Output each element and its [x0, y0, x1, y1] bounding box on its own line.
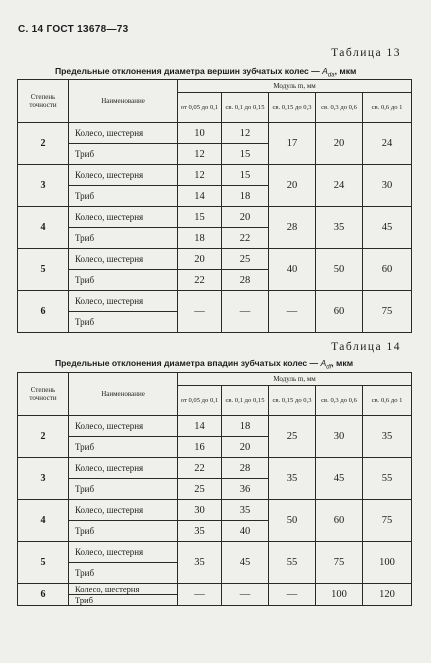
degree-cell: 6: [18, 291, 69, 333]
value-cell: 12: [178, 165, 222, 186]
value-cell: 30: [178, 500, 222, 521]
value-cell: 100: [316, 584, 363, 606]
value-cell: 17: [269, 123, 316, 165]
table-14-title: Предельные отклонения диаметра впадин зубчатых колес — $A_{df}$, мкм: [55, 358, 354, 371]
degree-cell: 4: [18, 207, 69, 249]
name-cell: Колесо, шестерня: [69, 249, 178, 270]
value-cell: 25: [178, 479, 222, 500]
name-cell: Триб: [69, 437, 178, 458]
name-cell: Колесо, шестерня: [69, 458, 178, 479]
value-cell: 14: [178, 186, 222, 207]
module-header: Модуль m, мм: [178, 80, 412, 93]
name-cell: Триб: [69, 228, 178, 249]
value-cell: 36: [222, 479, 269, 500]
col-header-name: Наименование: [69, 80, 178, 123]
value-cell: 20: [222, 207, 269, 228]
table-13-label: Таблица 13: [331, 47, 401, 59]
value-cell: —: [269, 291, 316, 333]
value-cell: 12: [222, 123, 269, 144]
range-header: св. 0,3 до 0,6: [316, 93, 363, 123]
value-cell: 50: [269, 500, 316, 542]
degree-cell: 4: [18, 500, 69, 542]
value-cell: 18: [222, 186, 269, 207]
module-header: Модуль m, мм: [178, 373, 412, 386]
name-cell: Триб: [69, 521, 178, 542]
value-cell: 75: [316, 542, 363, 584]
degree-cell: 3: [18, 458, 69, 500]
range-header: от 0,05 до 0,1: [178, 386, 222, 416]
value-cell: —: [222, 584, 269, 606]
value-cell: 45: [363, 207, 412, 249]
value-cell: 18: [178, 228, 222, 249]
range-header: св. 0,6 до 1: [363, 93, 412, 123]
name-cell: Колесо, шестерня: [69, 500, 178, 521]
range-header: св. 0,3 до 0,6: [316, 386, 363, 416]
value-cell: 22: [178, 458, 222, 479]
degree-cell: 3: [18, 165, 69, 207]
value-cell: 35: [269, 458, 316, 500]
table-14: [17, 372, 412, 606]
value-cell: 16: [178, 437, 222, 458]
name-cell: Колесо, шестерня: [69, 123, 178, 144]
value-cell: 15: [178, 207, 222, 228]
name-cell: Триб: [69, 312, 178, 333]
name-cell: Колесо, шестерня: [69, 416, 178, 437]
range-header: св. 0,15 до 0,3: [269, 93, 316, 123]
range-header: св. 0,15 до 0,3: [269, 386, 316, 416]
value-cell: 20: [269, 165, 316, 207]
value-cell: —: [178, 584, 222, 606]
value-cell: 20: [178, 249, 222, 270]
name-cell: Колесо, шестерня: [69, 584, 178, 595]
value-cell: 18: [222, 416, 269, 437]
value-cell: 15: [222, 144, 269, 165]
value-cell: 25: [269, 416, 316, 458]
value-cell: 30: [363, 165, 412, 207]
value-cell: 14: [178, 416, 222, 437]
value-cell: 35: [178, 521, 222, 542]
range-header: от 0,05 до 0,1: [178, 93, 222, 123]
value-cell: 55: [269, 542, 316, 584]
value-cell: —: [269, 584, 316, 606]
value-cell: 28: [269, 207, 316, 249]
range-header: св. 0,6 до 1: [363, 386, 412, 416]
col-header-degree: Степень точности: [18, 80, 69, 123]
value-cell: 35: [316, 207, 363, 249]
name-cell: Колесо, шестерня: [69, 291, 178, 312]
value-cell: 75: [363, 291, 412, 333]
name-cell: Триб: [69, 144, 178, 165]
value-cell: 20: [316, 123, 363, 165]
value-cell: 35: [222, 500, 269, 521]
range-header: св. 0,1 до 0,15: [222, 93, 269, 123]
table-14-label: Таблица 14: [331, 341, 401, 353]
value-cell: 60: [316, 500, 363, 542]
name-cell: Триб: [69, 479, 178, 500]
col-header-name: Наименование: [69, 373, 178, 416]
value-cell: 40: [222, 521, 269, 542]
value-cell: 25: [222, 249, 269, 270]
value-cell: 10: [178, 123, 222, 144]
value-cell: 35: [363, 416, 412, 458]
value-cell: 35: [178, 542, 222, 584]
value-cell: 24: [316, 165, 363, 207]
value-cell: 40: [269, 249, 316, 291]
page-header: С. 14 ГОСТ 13678—73: [18, 24, 129, 35]
name-cell: Колесо, шестерня: [69, 165, 178, 186]
name-cell: Триб: [69, 563, 178, 584]
name-cell: Колесо, шестерня: [69, 207, 178, 228]
value-cell: —: [178, 291, 222, 333]
name-cell: Колесо, шестерня: [69, 542, 178, 563]
value-cell: 55: [363, 458, 412, 500]
value-cell: —: [222, 291, 269, 333]
value-cell: 100: [363, 542, 412, 584]
value-cell: 12: [178, 144, 222, 165]
range-header: св. 0,1 до 0,15: [222, 386, 269, 416]
name-cell: Триб: [69, 186, 178, 207]
col-header-degree: Степень точности: [18, 373, 69, 416]
table-13: [17, 79, 412, 333]
value-cell: 15: [222, 165, 269, 186]
name-cell: Триб: [69, 595, 178, 606]
value-cell: 30: [316, 416, 363, 458]
value-cell: 20: [222, 437, 269, 458]
degree-cell: 5: [18, 542, 69, 584]
value-cell: 28: [222, 458, 269, 479]
value-cell: 120: [363, 584, 412, 606]
degree-cell: 6: [18, 584, 69, 606]
degree-cell: 5: [18, 249, 69, 291]
value-cell: 60: [363, 249, 412, 291]
value-cell: 22: [178, 270, 222, 291]
table-13-title: Предельные отклонения диаметра вершин зубчатых колес — $A_{da}$, мкм: [55, 66, 357, 79]
name-cell: Триб: [69, 270, 178, 291]
value-cell: 45: [316, 458, 363, 500]
value-cell: 50: [316, 249, 363, 291]
value-cell: 75: [363, 500, 412, 542]
value-cell: 22: [222, 228, 269, 249]
value-cell: 24: [363, 123, 412, 165]
degree-cell: 2: [18, 416, 69, 458]
value-cell: 60: [316, 291, 363, 333]
value-cell: 28: [222, 270, 269, 291]
degree-cell: 2: [18, 123, 69, 165]
value-cell: 45: [222, 542, 269, 584]
